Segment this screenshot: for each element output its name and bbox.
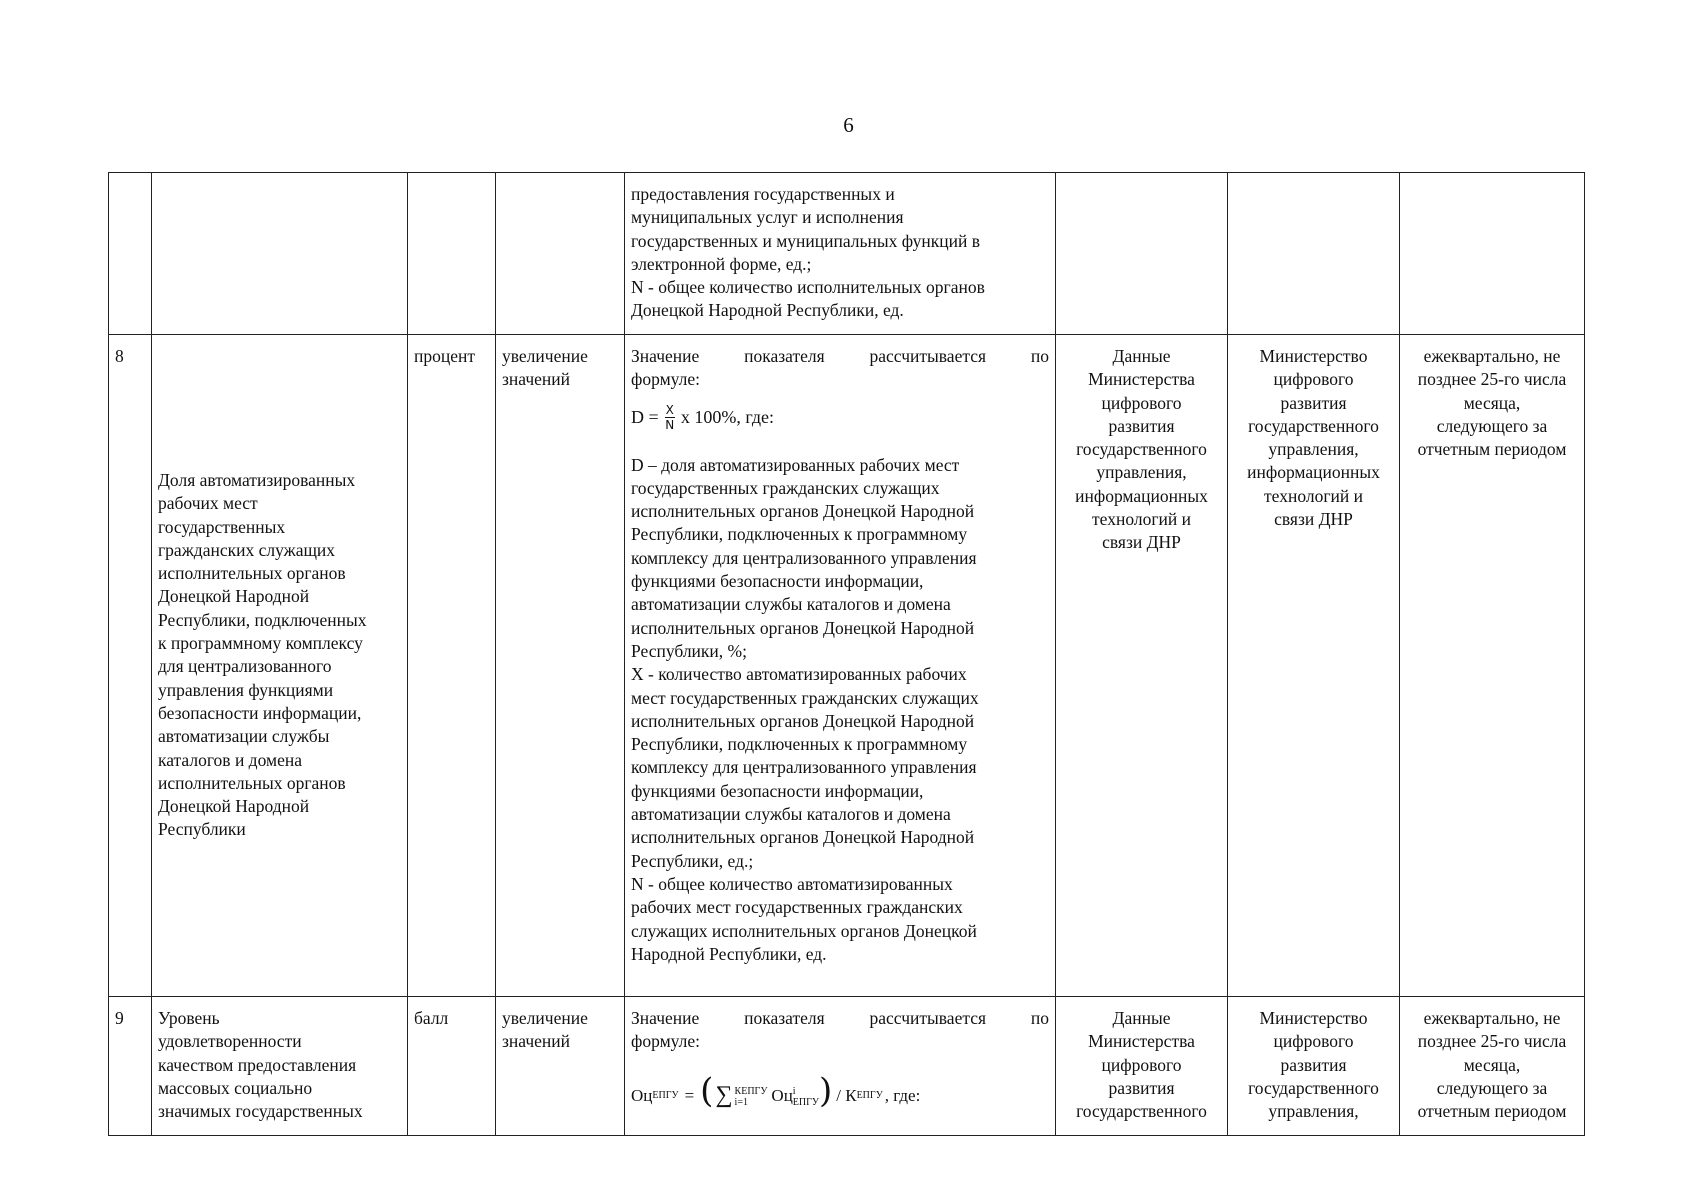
cell-num	[109, 173, 152, 335]
deadline-line: следующего за	[1436, 415, 1548, 436]
cell-formula	[625, 173, 1056, 335]
formula-line: исполнительных органов Донецкой Народной	[631, 617, 975, 638]
name-line: исполнительных органов	[158, 563, 346, 584]
direction-line: значений	[502, 369, 571, 390]
formula-intro: Значение показателя рассчитывается по	[631, 1008, 1049, 1028]
formula-satisfaction: Оц ЕПГУ = ( ∑ КЕПГУ i=1 Оц i ЕПГУ ) / К ЕПГУ , где:	[631, 1070, 921, 1111]
source-line: Данные	[1112, 1008, 1171, 1028]
deadline-line: следующего за	[1436, 1077, 1548, 1098]
formula-line: функциями безопасности информации,	[631, 780, 924, 801]
direction-line: увеличение	[502, 1008, 588, 1028]
responsible-line: развития	[1280, 1054, 1347, 1075]
formula-line: комплексу для централизованного управления	[631, 757, 977, 778]
deadline-line: позднее 25-го числа	[1417, 369, 1567, 390]
cell-deadline	[1400, 173, 1585, 335]
cell-direction	[496, 335, 625, 997]
responsible-line: информационных	[1247, 462, 1380, 483]
sum-limits: КЕПГУ i=1	[734, 1085, 768, 1108]
cell-responsible	[1228, 173, 1400, 335]
formula-line: X - количество автоматизированных рабочих	[631, 664, 967, 685]
cell-name	[152, 335, 408, 997]
source-line: развития	[1108, 1077, 1175, 1098]
name-line: Доля автоматизированных	[158, 470, 356, 490]
term-indices: i ЕПГУ	[792, 1085, 819, 1108]
formula-line: Донецкой Народной Республики, ед.	[631, 300, 904, 321]
name-line: Республики, подключенных	[158, 609, 367, 630]
formula-line: электронной форме, ед.;	[631, 253, 812, 274]
deadline-line: позднее 25-го числа	[1417, 1031, 1567, 1052]
cell-source	[1056, 173, 1228, 335]
source-line: Министерства	[1088, 1031, 1195, 1052]
formula-line: автоматизации службы каталогов и домена	[631, 804, 951, 825]
cell-formula	[625, 335, 1056, 997]
name-line: массовых социально	[158, 1077, 313, 1098]
name-line: гражданских служащих	[158, 539, 336, 560]
formula-d: D = $\frac{X}{N}$ x 100%, где:	[631, 403, 775, 433]
formula-line: рабочих мест государственных гражданских	[631, 897, 963, 918]
sigma-symbol: ∑	[715, 1082, 733, 1109]
deadline-line: отчетным периодом	[1417, 1101, 1567, 1122]
responsible-line: Министерство	[1259, 1008, 1368, 1028]
responsible-line: технологий и	[1264, 485, 1363, 506]
name-line: качеством предоставления	[158, 1054, 357, 1075]
cell-num: 8	[109, 335, 152, 997]
name-line: к программному комплексу	[158, 633, 363, 654]
name-line: рабочих мест	[158, 493, 258, 514]
cell-name	[152, 997, 408, 1136]
responsible-line: связи ДНР	[1274, 509, 1353, 530]
name-line: удовлетворенности	[158, 1031, 302, 1052]
responsible-line: государственного	[1248, 415, 1379, 436]
source-line: управления,	[1096, 462, 1187, 483]
cell-unit: процент	[408, 335, 496, 997]
formula-line: муниципальных услуг и исполнения	[631, 207, 904, 228]
responsible-line: государственного	[1248, 1077, 1379, 1098]
source-line: развития	[1108, 415, 1175, 436]
name-line: каталогов и домена	[158, 749, 302, 770]
formula-line: Республики, ед.;	[631, 850, 754, 871]
formula-intro-line2: формуле:	[631, 369, 700, 390]
name-line: Донецкой Народной	[158, 586, 310, 607]
formula-line: исполнительных органов Донецкой Народной	[631, 710, 975, 731]
direction-line: значений	[502, 1031, 571, 1052]
responsible-line: цифрового	[1273, 1031, 1354, 1052]
name-line: значимых государственных	[158, 1101, 363, 1122]
name-line: управления функциями	[158, 679, 334, 700]
cell-name	[152, 173, 408, 335]
formula-line: предоставления государственных и	[631, 184, 895, 204]
formula-line: Республики, подключенных к программному	[631, 524, 968, 545]
cell-responsible	[1228, 997, 1400, 1136]
formula-intro: Значение показателя рассчитывается по	[631, 346, 1049, 366]
page-number: 6	[843, 113, 854, 137]
formula-intro-line2: формуле:	[631, 1031, 700, 1052]
name-line: Республики	[158, 819, 246, 840]
direction-line: увеличение	[502, 346, 588, 366]
formula-line: государственных гражданских служащих	[631, 477, 940, 498]
deadline-line: ежеквартально, не	[1423, 1008, 1561, 1028]
cell-responsible	[1228, 335, 1400, 997]
name-line: исполнительных органов	[158, 772, 346, 793]
source-line: Министерства	[1088, 369, 1195, 390]
source-line: Данные	[1112, 346, 1171, 366]
formula-line: исполнительных органов Донецкой Народной	[631, 827, 975, 848]
responsible-line: Министерство	[1259, 346, 1368, 366]
name-line: Донецкой Народной	[158, 796, 310, 817]
formula-line: исполнительных органов Донецкой Народной	[631, 501, 975, 522]
formula-line: государственных и муниципальных функций в	[631, 230, 981, 251]
formula-line: Республики, подключенных к программному	[631, 734, 968, 755]
cell-num: 9	[109, 997, 152, 1136]
source-line: государственного	[1076, 1101, 1207, 1122]
fraction: $\frac{X}{N}$	[665, 403, 675, 433]
deadline-line: месяца,	[1463, 1054, 1521, 1075]
right-paren: )	[819, 1070, 833, 1111]
formula-line: Республики, %;	[631, 640, 747, 661]
formula-line: N - общее количество исполнительных органов	[631, 277, 985, 298]
formula-line: автоматизации службы каталогов и домена	[631, 594, 951, 615]
name-line: безопасности информации,	[158, 702, 362, 723]
table-row-continuation	[109, 173, 1585, 335]
source-line: технологий и	[1092, 509, 1191, 530]
responsible-line: цифрового	[1273, 369, 1354, 390]
cell-source	[1056, 997, 1228, 1136]
formula-line: комплексу для централизованного управления	[631, 547, 977, 568]
formula-line: функциями безопасности информации,	[631, 571, 924, 592]
cell-direction	[496, 173, 625, 335]
name-line: Уровень	[158, 1008, 220, 1028]
deadline-line: месяца,	[1463, 392, 1521, 413]
indicators-table	[108, 172, 1585, 1136]
source-line: связи ДНР	[1102, 532, 1181, 553]
source-line: информационных	[1075, 485, 1208, 506]
formula-line: служащих исполнительных органов Донецкой	[631, 920, 977, 941]
cell-unit: балл	[408, 997, 496, 1136]
cell-unit	[408, 173, 496, 335]
source-line: государственного	[1076, 439, 1207, 460]
deadline-line: ежеквартально, не	[1423, 346, 1561, 366]
cell-direction	[496, 997, 625, 1136]
responsible-line: управления,	[1268, 1101, 1359, 1122]
formula-line: D – доля автоматизированных рабочих мест	[631, 454, 960, 475]
source-line: цифрового	[1101, 392, 1182, 413]
formula-line: мест государственных гражданских служащих	[631, 687, 979, 708]
source-line: цифрового	[1101, 1054, 1182, 1075]
formula-line: Народной Республики, ед.	[631, 943, 827, 964]
table-row-8	[109, 335, 1585, 997]
deadline-line: отчетным периодом	[1417, 439, 1567, 460]
name-line: для централизованного	[158, 656, 332, 677]
formula-line: N - общее количество автоматизированных	[631, 873, 953, 894]
name-line: автоматизации службы	[158, 726, 330, 747]
cell-source	[1056, 335, 1228, 997]
name-line: государственных	[158, 516, 286, 537]
table-row-9	[109, 997, 1585, 1136]
responsible-line: управления,	[1268, 439, 1359, 460]
responsible-line: развития	[1280, 392, 1347, 413]
cell-deadline	[1400, 335, 1585, 997]
cell-deadline	[1400, 997, 1585, 1136]
left-paren: (	[700, 1070, 714, 1111]
cell-formula	[625, 997, 1056, 1136]
